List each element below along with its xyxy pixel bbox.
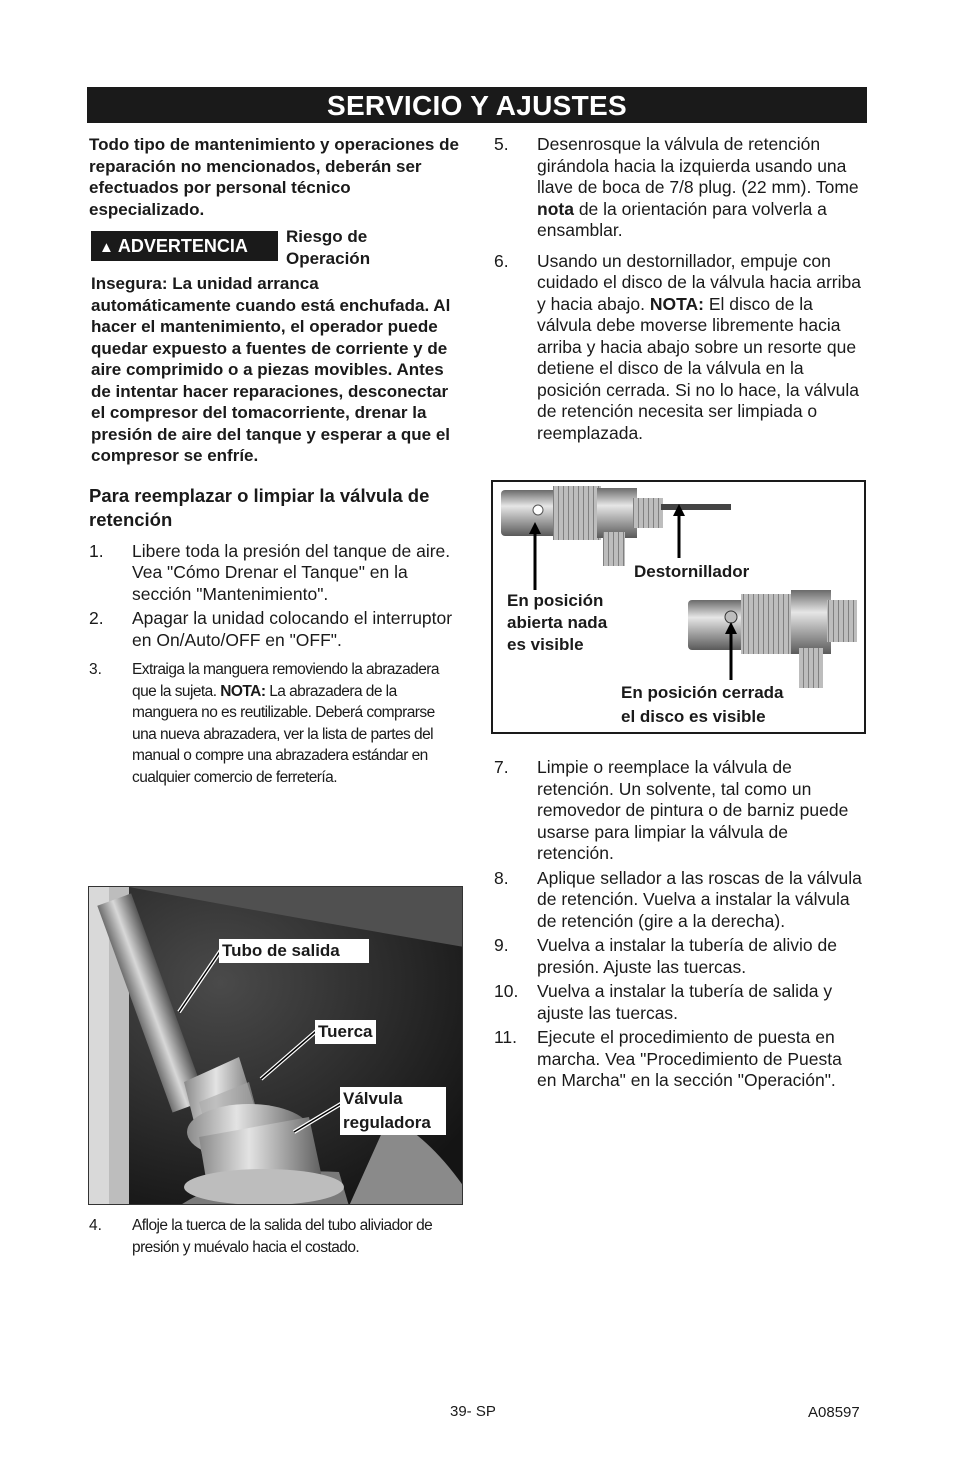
step-text: Afloje la tuerca de la salida del tubo aliviador de presión y muévalo hacia el costado. xyxy=(132,1217,433,1256)
list-item xyxy=(89,608,461,651)
open-position-label-line: abierta nada xyxy=(507,613,608,632)
step-text: La abrazadera de la manguera no es reutilizable. Deberá comprarse una nueva abrazadera, ver la lista de partes del manual o compre una abrazadera estándar en cualquier comercio de ferretería. xyxy=(132,682,435,786)
check-valve-figure xyxy=(491,480,866,734)
closed-position-label xyxy=(621,681,784,729)
step-text: Libere toda la presión del tanque de aire. Vea "Cómo Drenar el Tanque" en la sección "Mantenimiento". xyxy=(132,540,451,604)
document-code: A08597 xyxy=(808,1404,860,1421)
step-number: 8. xyxy=(494,867,509,888)
step-number: 5. xyxy=(494,134,509,154)
screwdriver-label: Destornillador xyxy=(634,562,750,581)
step-number: 9. xyxy=(494,935,509,955)
list-item xyxy=(494,251,866,445)
step-number: 4. xyxy=(89,1217,102,1234)
list-item xyxy=(89,541,461,606)
list-item xyxy=(494,134,866,242)
step-text: Usando un destornillador, empuje con cuidado el disco de la válvula hacia arriba y hacia abajo. xyxy=(537,250,861,314)
step-text: Limpie o reemplace la válvula de retención. Un solvente, tal como un removedor de pintura o de barniz puede usarse para limpiar la válvula de retención. xyxy=(537,757,849,863)
step-text: Ejecute el procedimiento de puesta en marcha. Vea "Procedimiento de Puesta en Marcha" en la sección "Operación". xyxy=(537,1027,842,1090)
closed-position-label-line: el disco es visible xyxy=(621,707,766,726)
list-item xyxy=(494,981,866,1024)
step-text: Apagar la unidad colocando el interruptor en On/Auto/OFF en "OFF". xyxy=(132,608,453,650)
step-number: 2. xyxy=(89,608,104,628)
list-item xyxy=(494,935,866,978)
regulator-valve-label-line: Válvula xyxy=(343,1089,403,1108)
nut-label: Tuerca xyxy=(315,1020,376,1044)
closed-position-label-line: En posición cerrada xyxy=(621,683,784,702)
photo-leader-lines xyxy=(89,887,463,1205)
right-column xyxy=(494,134,866,444)
step-text: de la orientación para volverla a ensamblar. xyxy=(537,198,827,240)
outlet-tube-photo xyxy=(88,886,463,1205)
warning-badge-label: ADVERTENCIA xyxy=(117,236,248,256)
warning-badge xyxy=(91,231,278,261)
step-text: Vuelva a instalar la tubería de alivio de presión. Ajuste las tuercas. xyxy=(537,935,837,977)
list-item xyxy=(89,1215,461,1258)
page-title: SERVICIO Y AJUSTES xyxy=(87,87,867,123)
warning-triangle-icon: ▲ xyxy=(99,239,114,256)
step-note-label: nota xyxy=(537,198,574,219)
step-text: Vuelva a instalar la tubería de salida y ajuste las tuercas. xyxy=(537,981,833,1023)
list-item xyxy=(89,659,461,788)
page-number: 39- SP xyxy=(450,1403,496,1420)
step-number: 7. xyxy=(494,757,509,777)
step-note-label: NOTA: xyxy=(220,682,266,700)
step-number: 6. xyxy=(494,250,509,271)
step-number: 11. xyxy=(494,1027,518,1047)
list-item xyxy=(494,757,866,865)
list-item xyxy=(494,1027,866,1092)
open-position-label xyxy=(507,590,607,656)
open-position-label-line: es visible xyxy=(507,635,584,654)
regulator-valve-label-line: reguladora xyxy=(343,1113,431,1132)
step-number: 3. xyxy=(89,661,102,678)
regulator-valve-label xyxy=(340,1087,446,1135)
warning-risk-line: Operación xyxy=(286,249,371,268)
section-heading: Para reemplazar o limpiar la válvula de retención xyxy=(89,484,430,530)
step-text: El disco de la válvula debe moverse libremente hacia arriba y hacia abajo sobre un resorte que detiene el disco de la válvula en la posición cerrada. Si no lo hace, la válvula de retención necesita ser limpiada o reemplazada. xyxy=(537,293,859,443)
warning-risk-title xyxy=(286,226,370,270)
step-text: Extraiga la manguera removiendo la abrazadera que la sujeta. xyxy=(132,661,439,700)
warning-text: Insegura: La unidad arranca automáticamente cuando está enchufada. Al hacer el mantenimiento, el operador puede quedar expuesto a fuentes de corriente y de aire comprimido o a piezas movibles. Antes de intentar hacer reparaciones, desconectar el compresor del tomacorriente, drenar la presión de aire del tanque y esperar a que el compresor se enfríe. xyxy=(91,274,451,465)
steps-continued xyxy=(494,757,866,1092)
outlet-tube-label: Tubo de salida xyxy=(219,939,369,963)
step-number: 10. xyxy=(494,981,519,1001)
warning-risk-line: Riesgo de xyxy=(286,227,368,246)
step-number: 1. xyxy=(89,540,104,561)
intro-paragraph: Todo tipo de mantenimiento y operaciones de reparación no mencionados, deberán ser efectuados por personal técnico especializado. xyxy=(89,135,459,219)
step-note-label: NOTA: xyxy=(649,293,704,314)
warning-header xyxy=(89,229,461,273)
open-position-label-line: En posición xyxy=(507,591,604,610)
step-text: Aplique sellador a las roscas de la válvula de retención. Vuelva a instalar la válvula de retención (gire a la derecha). xyxy=(537,867,862,931)
left-column xyxy=(89,134,461,788)
step-text: Desenrosque la válvula de retención girándola hacia la izquierda usando una llave de boca de 7/8 plug. (22 mm). Tome xyxy=(537,134,859,197)
list-item xyxy=(494,868,866,933)
